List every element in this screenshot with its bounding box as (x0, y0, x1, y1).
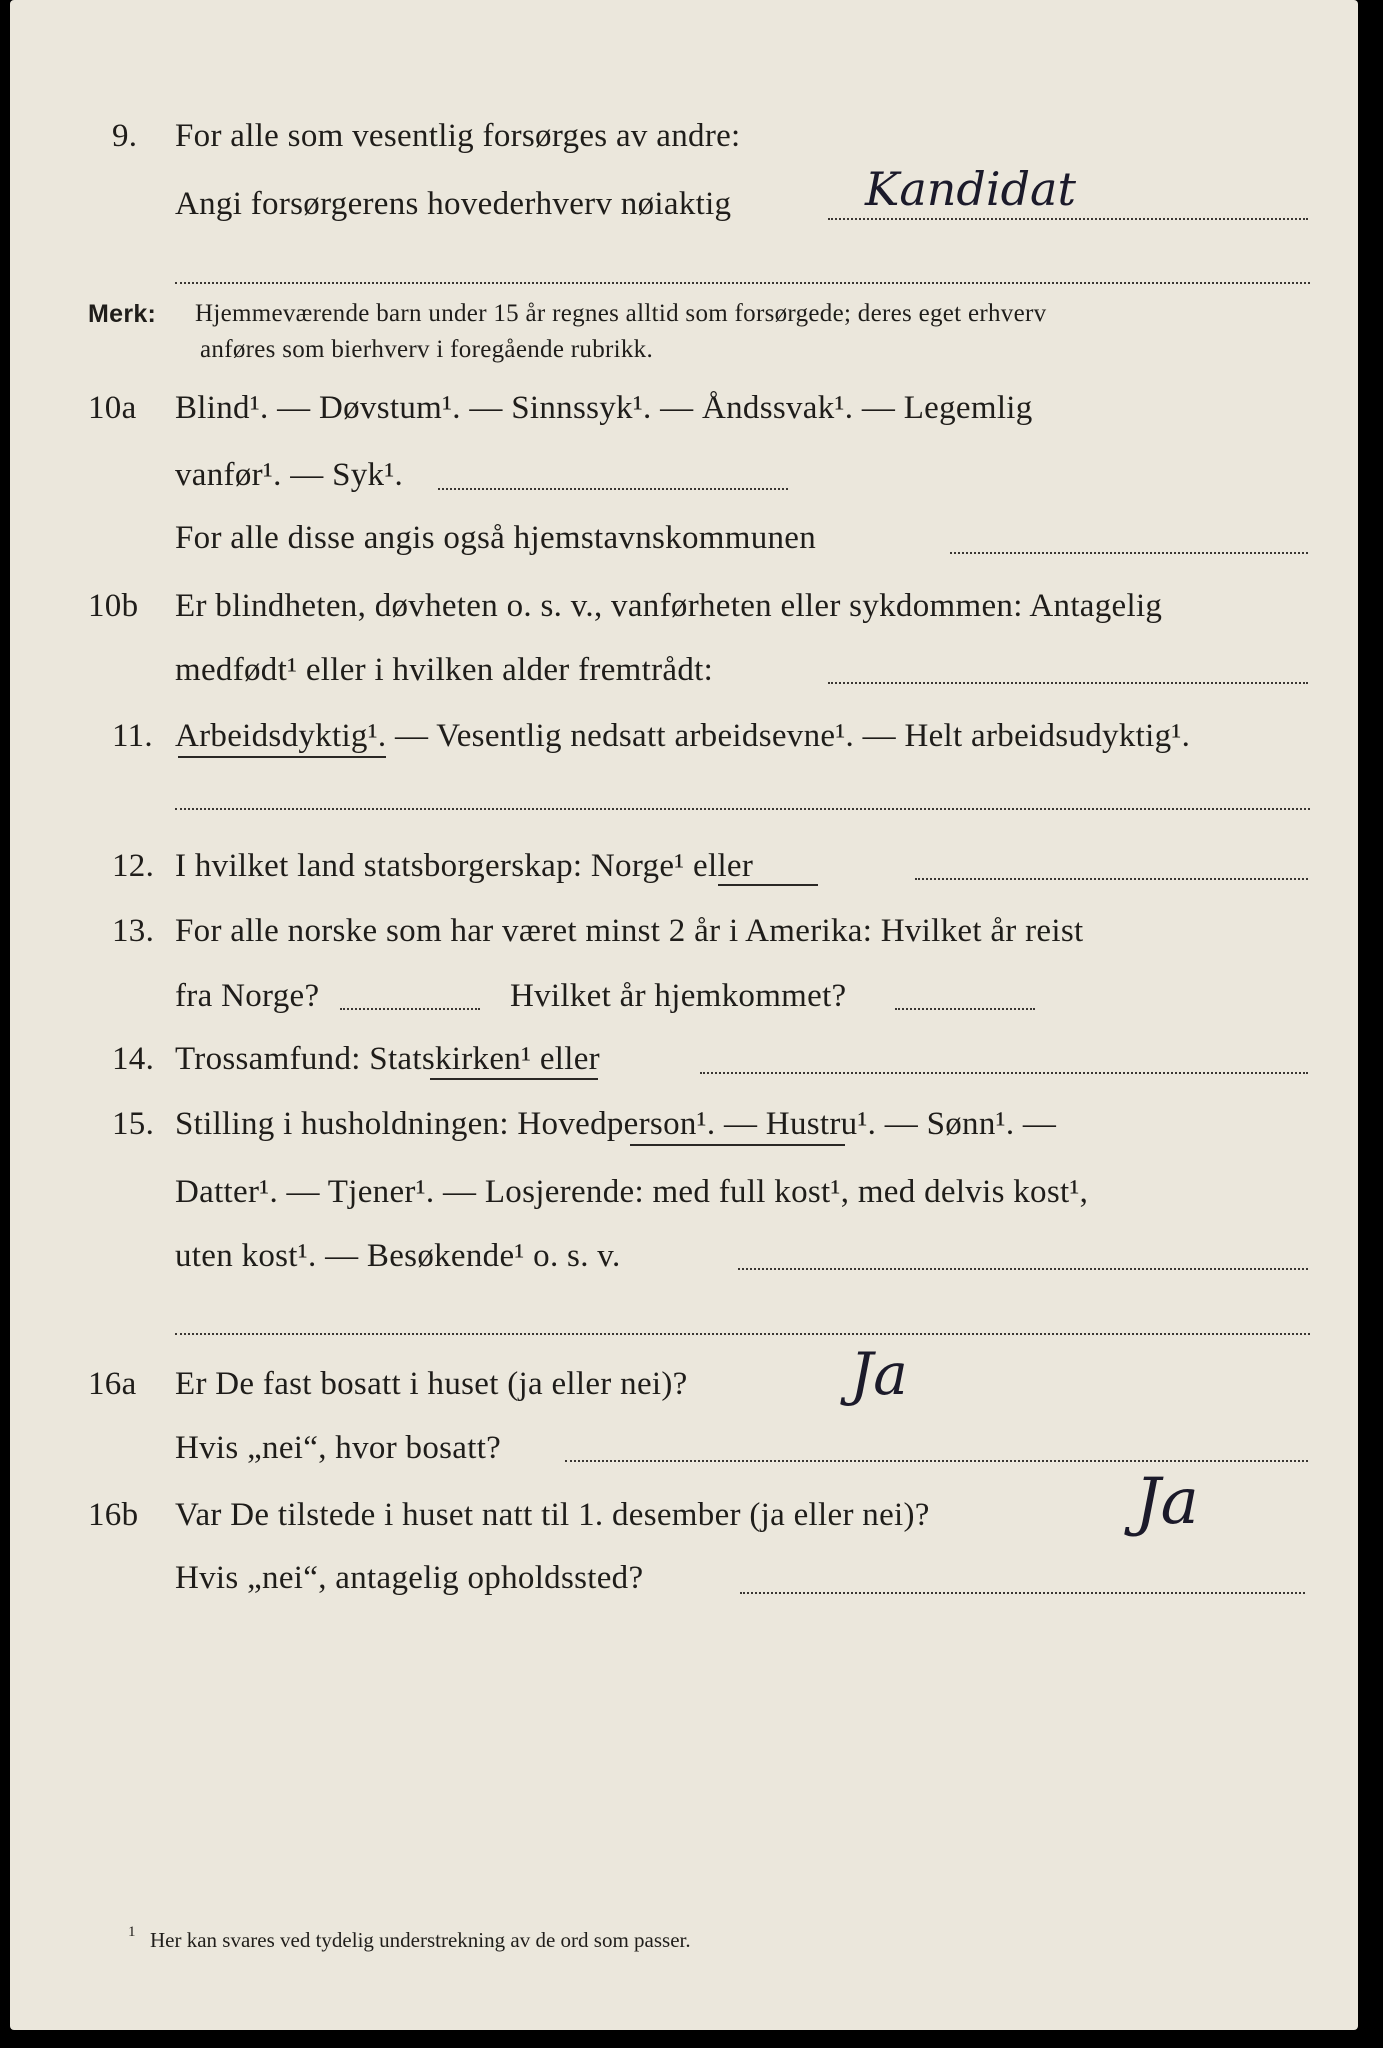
question-text: Er blindheten, døvheten o. s. v., vanførheten eller sykdommen: Antagelig (175, 588, 1163, 624)
answer-underline (718, 884, 818, 886)
answer-line[interactable] (828, 218, 1308, 220)
question-number: 16a (88, 1366, 137, 1402)
question-text: fra Norge? (175, 978, 320, 1014)
answer-line[interactable] (340, 1008, 480, 1010)
question-number: 14. (112, 1041, 155, 1077)
answer-line[interactable] (175, 808, 1310, 810)
question-text: Trossamfund: Statskirken¹ eller (175, 1041, 600, 1077)
question-number: 10a (88, 390, 137, 426)
answer-line[interactable] (700, 1072, 1308, 1074)
note-text: Hjemmeværende barn under 15 år regnes alltid som forsørgede; deres eget erhverv (195, 300, 1047, 327)
answer-underline (630, 1144, 845, 1146)
question-number: 16b (88, 1497, 139, 1533)
answer-line[interactable] (738, 1268, 1308, 1270)
question-text: Er De fast bosatt i huset (ja eller nei)? (175, 1366, 688, 1402)
answer-underline (178, 756, 386, 758)
census-form-page (10, 0, 1358, 2030)
question-number: 12. (112, 848, 155, 884)
question-text: vanfør¹. — Syk¹. (175, 457, 404, 493)
answer-line[interactable] (950, 552, 1308, 554)
answer-underline (430, 1078, 598, 1080)
question-number: 15. (112, 1106, 155, 1142)
question-text: For alle som vesentlig forsørges av andre: (175, 118, 741, 154)
question-number: 11. (112, 718, 153, 754)
note-text: anføres som bierhverv i foregående rubrikk. (200, 336, 654, 363)
question-text: For alle norske som har været minst 2 år i Amerika: Hvilket år reist (175, 913, 1084, 949)
question-text: Hvilket år hjemkommet? (510, 978, 847, 1014)
answer-line[interactable] (915, 878, 1308, 880)
footnote-text: Her kan svares ved tydelig understrekning av de ord som passer. (150, 1928, 691, 1952)
question-text: Arbeidsdyktig¹. — Vesentlig nedsatt arbeidsevne¹. — Helt arbeidsudyktig¹. (175, 718, 1191, 754)
answer-line[interactable] (565, 1460, 1308, 1462)
footnote-marker: 1 (128, 1924, 136, 1940)
question-text: medfødt¹ eller i hvilken alder fremtrådt: (175, 652, 714, 688)
answer-line[interactable] (175, 282, 1310, 284)
question-text: Datter¹. — Tjener¹. — Losjerende: med full kost¹, med delvis kost¹, (175, 1174, 1089, 1210)
answer-line[interactable] (740, 1592, 1305, 1594)
question-text: Angi forsørgerens hovederhverv nøiaktig (175, 186, 732, 222)
handwritten-answer: Ja (1135, 1465, 1199, 1539)
handwritten-answer: Kandidat (865, 162, 1076, 216)
question-text: Blind¹. — Døvstum¹. — Sinnssyk¹. — Åndssvak¹. — Legemlig (175, 390, 1033, 426)
answer-line[interactable] (828, 682, 1308, 684)
answer-line[interactable] (895, 1008, 1035, 1010)
question-text: Var De tilstede i huset natt til 1. desember (ja eller nei)? (175, 1497, 930, 1533)
answer-line[interactable] (175, 1333, 1310, 1335)
question-number: 9. (112, 118, 138, 154)
question-text: I hvilket land statsborgerskap: Norge¹ eller (175, 848, 754, 884)
question-text: For alle disse angis også hjemstavnskommunen (175, 520, 817, 556)
question-text: uten kost¹. — Besøkende¹ o. s. v. (175, 1238, 621, 1274)
question-text: Stilling i husholdningen: Hovedperson¹. — Hustru¹. — Sønn¹. — (175, 1106, 1057, 1142)
question-text: Hvis „nei“, hvor bosatt? (175, 1430, 502, 1466)
question-number: 10b (88, 588, 139, 624)
note-label: Merk: (88, 300, 157, 328)
question-text: Hvis „nei“, antagelig opholdssted? (175, 1560, 644, 1596)
answer-line[interactable] (438, 488, 788, 490)
question-number: 13. (112, 913, 155, 949)
handwritten-answer: Ja (850, 1340, 908, 1408)
